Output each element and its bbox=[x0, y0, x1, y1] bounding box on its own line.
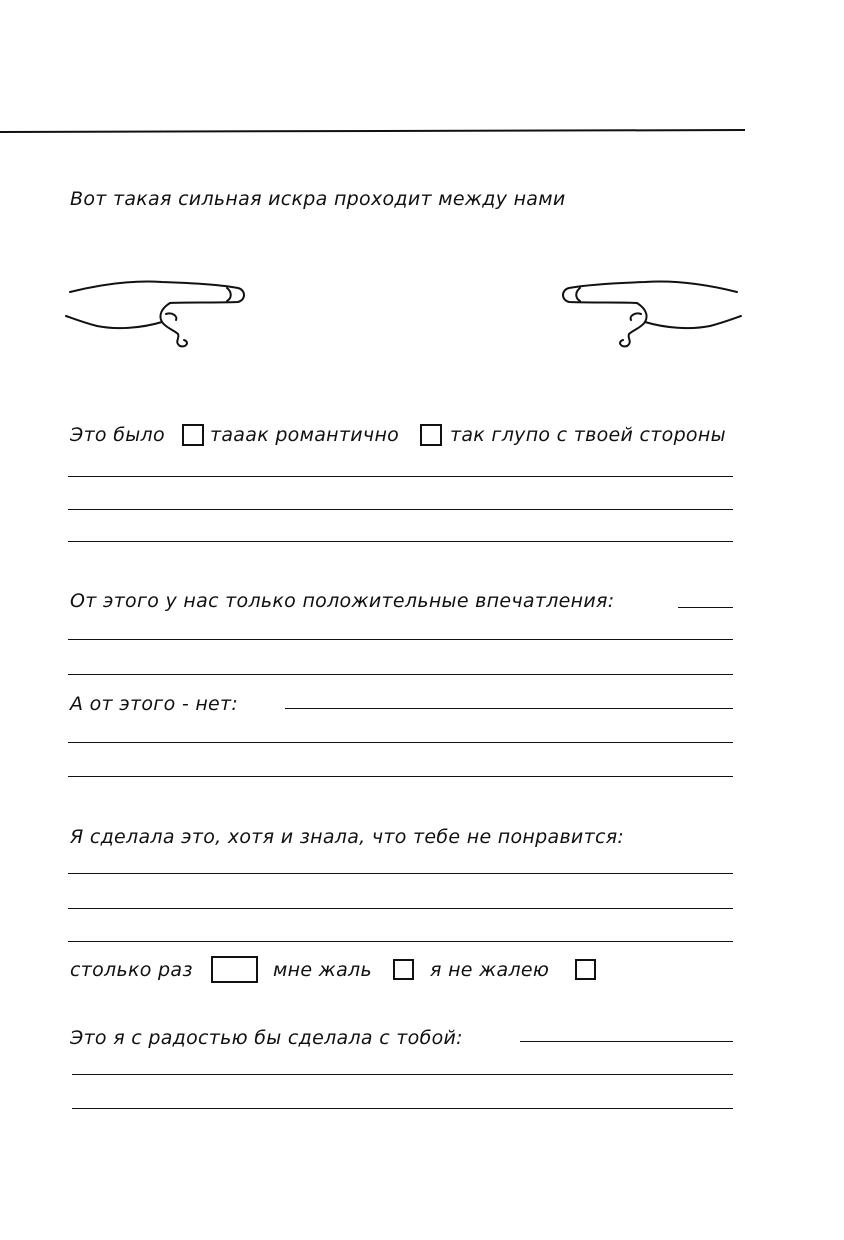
negative-impressions-prompt: А от этого - нет: bbox=[70, 693, 239, 715]
write-line[interactable] bbox=[678, 607, 733, 608]
write-line[interactable] bbox=[72, 1074, 733, 1075]
section1-prefix: Это было bbox=[70, 424, 165, 446]
times-count-input[interactable] bbox=[211, 956, 258, 983]
romantic-checkbox[interactable] bbox=[182, 424, 204, 446]
write-line[interactable] bbox=[68, 742, 733, 743]
sorry-option-label: мне жаль bbox=[273, 959, 372, 981]
times-count-label: столько раз bbox=[70, 959, 193, 981]
sorry-checkbox[interactable] bbox=[393, 959, 414, 980]
pointing-hand-left-icon bbox=[555, 270, 745, 355]
write-line[interactable] bbox=[68, 639, 733, 640]
write-line[interactable] bbox=[68, 476, 733, 477]
not-sorry-option-label: я не жалею bbox=[430, 959, 550, 981]
not-sorry-checkbox[interactable] bbox=[575, 959, 596, 980]
did-anyway-prompt: Я сделала это, хотя и знала, что тебе не понравится: bbox=[70, 826, 625, 848]
romantic-option-label: тааак романтично bbox=[210, 424, 400, 446]
write-line[interactable] bbox=[72, 1108, 733, 1109]
write-line[interactable] bbox=[68, 509, 733, 510]
write-line[interactable] bbox=[520, 1041, 733, 1042]
write-line[interactable] bbox=[68, 908, 733, 909]
silly-checkbox[interactable] bbox=[420, 424, 442, 446]
write-line[interactable] bbox=[68, 941, 733, 942]
spark-heading: Вот такая сильная искра проходит между нами bbox=[70, 188, 566, 210]
pointing-hand-right-icon bbox=[62, 270, 252, 355]
positive-impressions-prompt: От этого у нас только положительные впечатления: bbox=[70, 590, 615, 612]
top-divider bbox=[0, 129, 745, 133]
write-line[interactable] bbox=[68, 873, 733, 874]
write-line[interactable] bbox=[285, 708, 733, 709]
write-line[interactable] bbox=[68, 541, 733, 542]
would-do-with-you-prompt: Это я с радостью бы сделала с тобой: bbox=[70, 1027, 463, 1049]
write-line[interactable] bbox=[68, 776, 733, 777]
write-line[interactable] bbox=[68, 674, 733, 675]
silly-option-label: так глупо с твоей стороны bbox=[450, 424, 726, 446]
